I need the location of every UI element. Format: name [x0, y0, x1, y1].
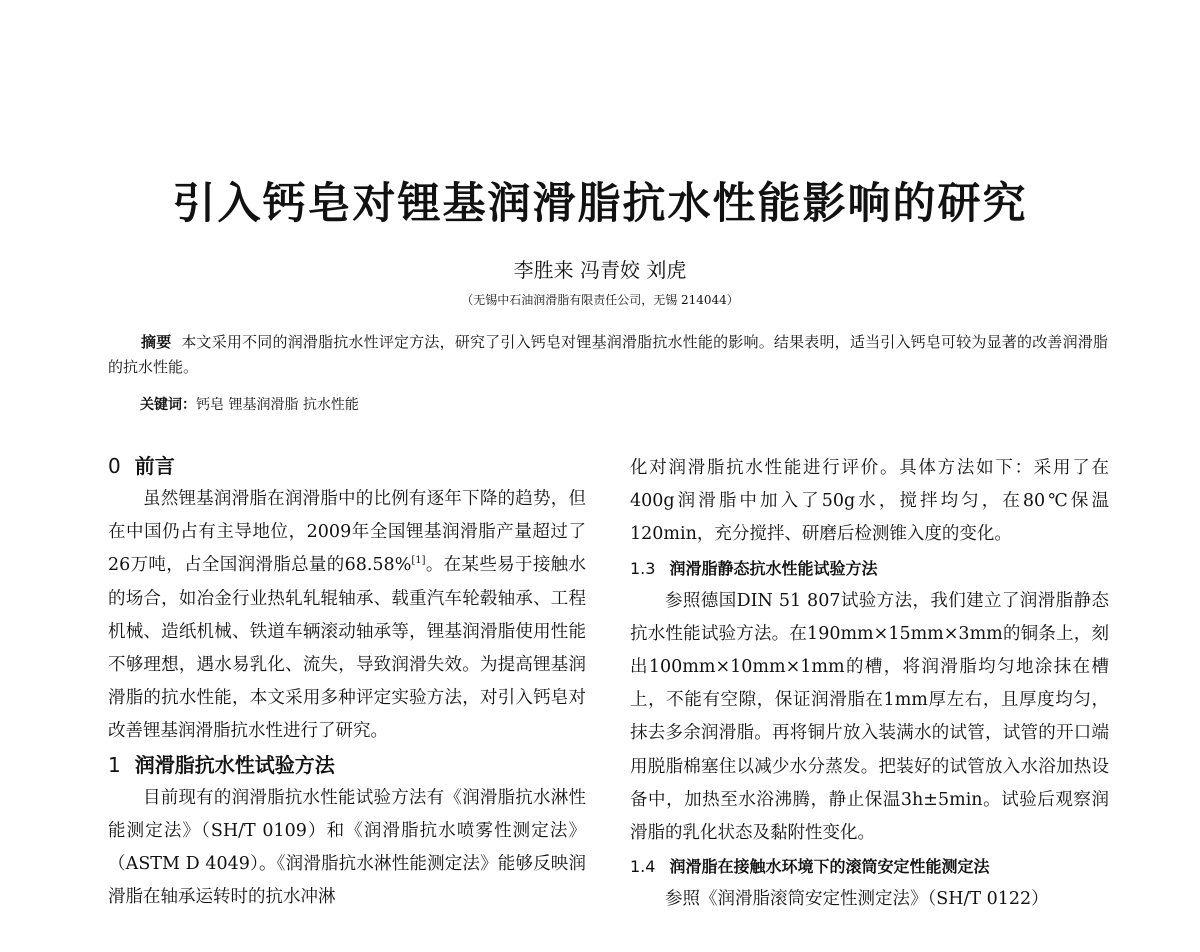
citation-ref: [1] [411, 555, 426, 567]
keywords-text: 钙皂 锂基润滑脂 抗水性能 [196, 397, 359, 413]
abstract [108, 330, 1108, 380]
section-heading-introduction [108, 450, 586, 483]
subsection-number: 1.4 [630, 857, 656, 877]
section-number: 0 [108, 454, 121, 478]
author-affiliation: （无锡中石油润滑脂有限责任公司，无锡 214044） [461, 293, 739, 307]
paper-title: 引入钙皂对锂基润滑脂抗水性能影响的研究 [172, 179, 1028, 229]
author-list: 李胜来 冯青姣 刘虎 [513, 258, 687, 282]
right-column [630, 452, 1109, 916]
section-title: 前言 [134, 454, 175, 478]
static-water-resistance-paragraph: 参照德国DIN 51 807试验方法，我们建立了润滑脂静态抗水性能试验方法。在190mm×15mm×3mm的铜条上，刻出100mm×10mm×1mm的槽，将润滑脂均匀地涂抹在槽上，不能有空隙，保证润滑脂在1mm厚左右，且厚度均匀，抹去多余润滑脂。再将铜片放入装满水的试管，试管的开口端用脱脂棉塞住以减少水分蒸发。把装好的试管放入水浴加热设备中，加热至水浴沸腾，静止保温3h±5min。试验后观察润滑脂的乳化状态及黏附性变化。 [630, 590, 1109, 844]
methods-paragraph: 目前现有的润滑脂抗水性能试验方法有《润滑脂抗水淋性能测定法》（SH/T 0109）和《润滑脂抗水喷雾性测定法》（ASTM D 4049）。《润滑脂抗水淋性能测定法》能够反映润滑脂在轴承运转时的抗水冲淋 [108, 787, 586, 908]
introduction-text-cont: 。在某些易于接触水的场合，如冶金行业热轧轧辊轴承、载重汽车轮毂轴承、工程机械、造纸机械、铁道车辆滚动轴承等，锂基润滑脂使用性能不够理想，遇水易乳化、流失，导致润滑失效。为提高锂基润滑脂的抗水性能，本文采用多种评定实验方法，对引入钙皂对改善锂基润滑脂抗水性进行了研究。 [108, 555, 586, 742]
abstract-text: 本文采用不同的润滑脂抗水性评定方法，研究了引入钙皂对锂基润滑脂抗水性能的影响。结果表明，适当引入钙皂可较为显著的改善润滑脂的抗水性能。 [108, 333, 1108, 376]
keywords [140, 394, 359, 414]
subsection-title: 润滑脂静态抗水性能试验方法 [669, 558, 878, 578]
section-number: 1 [108, 752, 121, 777]
left-column [108, 450, 586, 914]
methods-continued-paragraph: 化对润滑脂抗水性能进行评价。具体方法如下：采用了在400g润滑脂中加入了50g水，搅拌均匀，在80℃保温120min，充分搅拌、研磨后检测锥入度的变化。 [630, 458, 1109, 545]
abstract-label: 摘要 [141, 333, 172, 351]
roll-stability-paragraph: 参照《润滑脂滚筒安定性测定法》（SH/T 0122） [665, 889, 1049, 910]
subsection-heading-static-water-resistance [630, 552, 1109, 585]
section-title: 润滑脂抗水性试验方法 [134, 752, 335, 777]
introduction-text: 虽然锂基润滑脂在润滑脂中的比例有逐年下降的趋势，但在中国仍占有主导地位，2009年全国锂基润滑脂产量超过了26万吨，占全国润滑脂总量的68.58% [108, 489, 586, 576]
section-heading-methods [108, 749, 586, 782]
introduction-paragraph [108, 483, 586, 749]
keywords-label: 关键词： [140, 397, 196, 413]
subsection-title: 润滑脂在接触水环境下的滚筒安定性能测定法 [669, 857, 990, 877]
subsection-number: 1.3 [630, 558, 656, 578]
subsection-heading-roll-stability [630, 850, 1109, 883]
